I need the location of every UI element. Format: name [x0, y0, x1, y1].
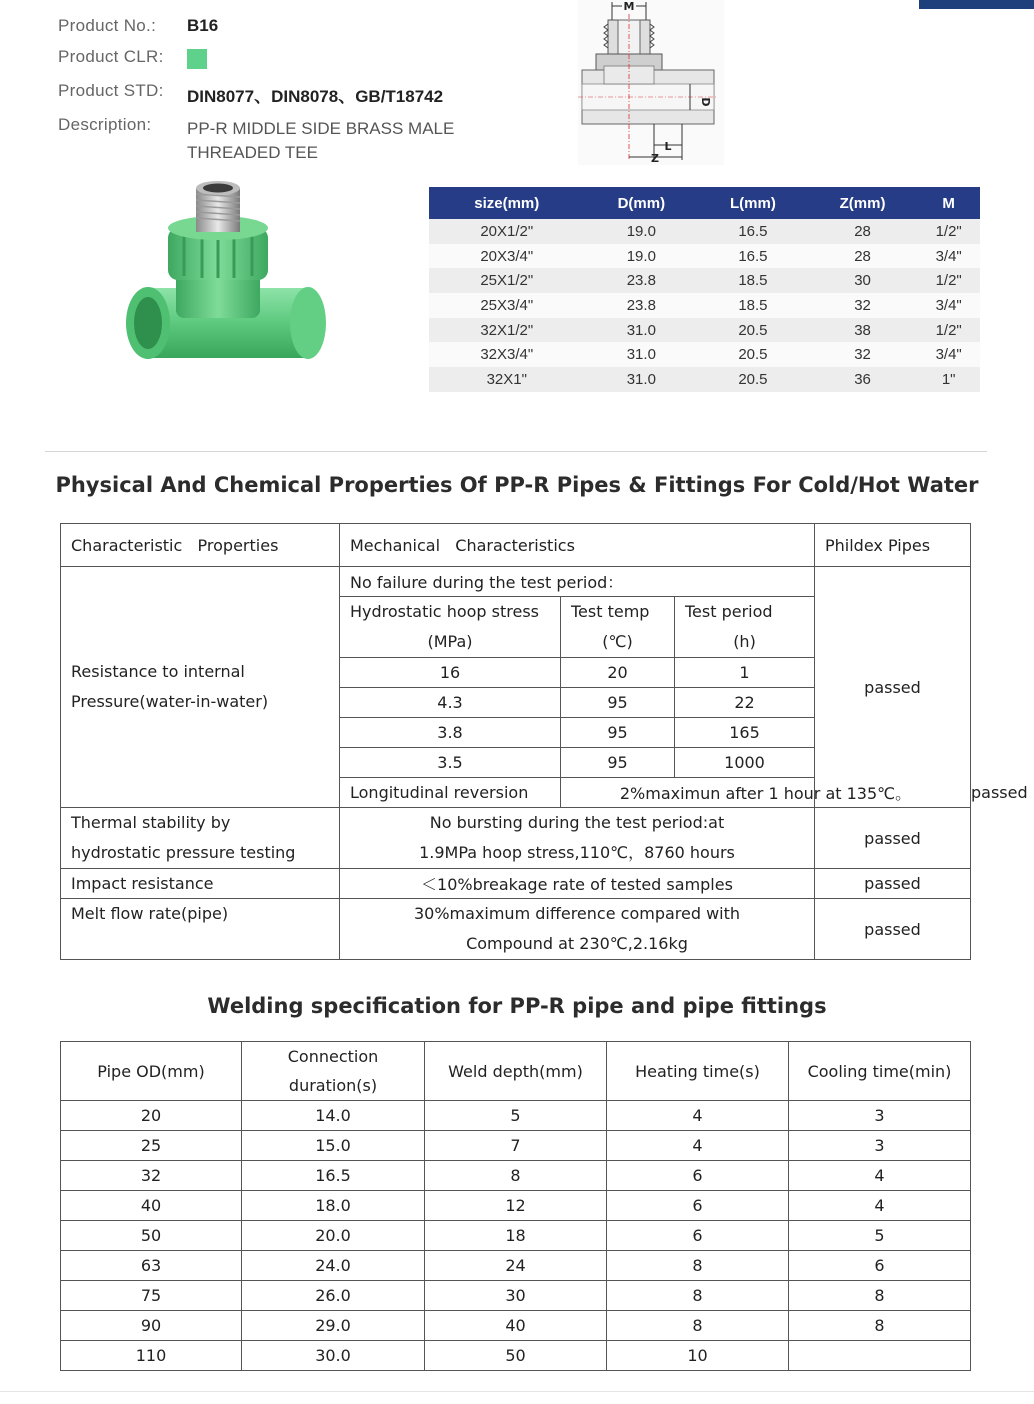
cooling-cell: 3: [789, 1101, 971, 1131]
pressure-intro-row: [61, 567, 971, 597]
heating-cell: 8: [607, 1251, 789, 1281]
welding-row: [61, 1341, 971, 1371]
thermal-name-line2: hydrostatic pressure testing: [71, 843, 296, 862]
welding-row: [61, 1161, 971, 1191]
cooling-cell: 8: [789, 1311, 971, 1341]
section-divider: [45, 451, 987, 452]
connection-cell: 24.0: [242, 1251, 425, 1281]
m-cell: 3/4": [917, 244, 980, 269]
melt-desc-line1: 30%maximum difference compared with: [413, 904, 741, 923]
m-cell: 1/2": [917, 268, 980, 293]
diagram-l-label: L: [664, 140, 672, 153]
pressure-property-name: [61, 567, 340, 808]
hoop-stress-value: 4.3: [340, 688, 561, 718]
subheader-test-period: [675, 597, 815, 658]
heating-cell: 4: [607, 1101, 789, 1131]
pipe-od-cell: 63: [61, 1251, 242, 1281]
weld-depth-cell: 8: [425, 1161, 607, 1191]
weld-depth-cell: 40: [425, 1311, 607, 1341]
test-period-line2: (h): [733, 632, 756, 651]
weld-depth-cell: 24: [425, 1251, 607, 1281]
test-temp-line1: Test temp: [571, 602, 650, 621]
m-cell: 1/2": [917, 318, 980, 343]
impact-desc: ＜10%breakage rate of tested samples: [340, 869, 815, 899]
m-cell: 3/4": [917, 293, 980, 318]
impact-result: passed: [815, 869, 971, 899]
m-cell: 1": [917, 367, 980, 392]
z-cell: 28: [808, 219, 918, 244]
weld-depth-cell: 30: [425, 1281, 607, 1311]
diagram-d-label: D: [699, 97, 712, 107]
thermal-name: [61, 808, 340, 869]
melt-desc: [340, 899, 815, 960]
d-cell: 23.8: [585, 293, 699, 318]
size-cell: 25X1/2": [429, 268, 585, 293]
melt-desc-line2: Compound at 230℃,2.16kg: [466, 934, 688, 953]
hoop-stress-value: 3.5: [340, 748, 561, 778]
test-period-value: 1000: [675, 748, 815, 778]
pipe-od-cell: 50: [61, 1221, 242, 1251]
pipe-od-cell: 40: [61, 1191, 242, 1221]
hoop-stress-line2: (MPa): [427, 632, 473, 651]
pipe-od-cell: 110: [61, 1341, 242, 1371]
heating-cell: 6: [607, 1161, 789, 1191]
welding-row: [61, 1101, 971, 1131]
size-table-row: [429, 367, 980, 392]
heating-cell: 4: [607, 1131, 789, 1161]
header-mechanical: Mechanical Characteristics: [340, 524, 815, 567]
test-temp-value: 20: [561, 658, 675, 688]
z-cell: 38: [808, 318, 918, 343]
size-table-row: [429, 342, 980, 367]
size-cell: 20X3/4": [429, 244, 585, 269]
size-table-row: [429, 219, 980, 244]
size-header-z: Z(mm): [808, 187, 918, 219]
size-header-l: L(mm): [698, 187, 808, 219]
pressure-result: passed: [815, 567, 971, 808]
z-cell: 32: [808, 293, 918, 318]
description-line-1: PP-R MIDDLE SIDE BRASS MALE: [187, 119, 455, 138]
connection-cell: 30.0: [242, 1341, 425, 1371]
pressure-name-line1: Resistance to internal: [71, 662, 245, 681]
size-cell: 32X1/2": [429, 318, 585, 343]
d-cell: 31.0: [585, 367, 699, 392]
test-temp-value: 95: [561, 688, 675, 718]
thermal-desc-line1: No bursting during the test period:at: [429, 813, 725, 832]
melt-name: Melt flow rate(pipe): [61, 899, 340, 960]
impact-row: [61, 869, 971, 899]
description-line-2: THREADED TEE: [187, 143, 318, 162]
pipe-od-cell: 25: [61, 1131, 242, 1161]
heating-cell: 6: [607, 1221, 789, 1251]
l-cell: 16.5: [698, 244, 808, 269]
thermal-name-line1: Thermal stability by: [71, 813, 231, 832]
size-table-row: [429, 293, 980, 318]
size-cell: 32X1": [429, 367, 585, 392]
longitudinal-desc: 2%maximun after 1 hour at 135℃。: [561, 778, 971, 808]
longitudinal-row: Longitudinal reversion 2%maximun after 1 hour at 135℃。 passed: [61, 778, 971, 808]
m-cell: 1/2": [917, 219, 980, 244]
size-table-row: [429, 244, 980, 269]
cooling-cell: 4: [789, 1161, 971, 1191]
header-connection-duration: [242, 1042, 425, 1101]
pipe-od-cell: 75: [61, 1281, 242, 1311]
top-accent-bar: [919, 0, 1034, 9]
connection-cell: 16.5: [242, 1161, 425, 1191]
size-header-d: D(mm): [585, 187, 699, 219]
product-no-value: B16: [187, 16, 219, 35]
properties-title: Physical And Chemical Properties Of PP-R Pipes & Fittings For Cold/Hot Water: [55, 473, 979, 497]
size-table-row: [429, 318, 980, 343]
test-period-value: 22: [675, 688, 815, 718]
header-cooling-time: Cooling time(min): [789, 1042, 971, 1101]
size-cell: 25X3/4": [429, 293, 585, 318]
l-cell: 20.5: [698, 342, 808, 367]
product-std-value: DIN8077、DIN8078、GB/T18742: [187, 87, 444, 106]
cooling-cell: 4: [789, 1191, 971, 1221]
melt-result: passed: [815, 899, 971, 960]
header-weld-depth: Weld depth(mm): [425, 1042, 607, 1101]
impact-name: Impact resistance: [61, 869, 340, 899]
connection-cell: 26.0: [242, 1281, 425, 1311]
d-cell: 19.0: [585, 244, 699, 269]
connection-cell: 18.0: [242, 1191, 425, 1221]
z-cell: 28: [808, 244, 918, 269]
l-cell: 18.5: [698, 268, 808, 293]
connection-line2: duration(s): [288, 1076, 378, 1095]
subheader-test-temp: [561, 597, 675, 658]
thermal-row: [61, 808, 971, 869]
cooling-cell: 6: [789, 1251, 971, 1281]
tee-fitting-image: [118, 178, 338, 368]
d-cell: 19.0: [585, 219, 699, 244]
welding-header-row: [61, 1042, 971, 1101]
size-table-header: [429, 187, 980, 219]
welding-row: [61, 1251, 971, 1281]
size-table: [429, 187, 980, 392]
pipe-od-cell: 32: [61, 1161, 242, 1191]
product-color-swatch: [187, 49, 207, 69]
hoop-stress-value: 3.8: [340, 718, 561, 748]
pipe-od-cell: 90: [61, 1311, 242, 1341]
longitudinal-name: Longitudinal reversion: [340, 778, 561, 808]
test-temp-value: 95: [561, 718, 675, 748]
weld-depth-cell: 50: [425, 1341, 607, 1371]
test-period-line1: Test period: [685, 602, 773, 621]
l-cell: 20.5: [698, 367, 808, 392]
connection-cell: 29.0: [242, 1311, 425, 1341]
welding-row: [61, 1131, 971, 1161]
properties-table: [60, 523, 1028, 960]
l-cell: 18.5: [698, 293, 808, 318]
hoop-stress-value: 16: [340, 658, 561, 688]
d-cell: 31.0: [585, 318, 699, 343]
weld-depth-cell: 18: [425, 1221, 607, 1251]
cooling-cell: 8: [789, 1281, 971, 1311]
heating-cell: 8: [607, 1311, 789, 1341]
d-cell: 31.0: [585, 342, 699, 367]
diagram-m-label: M: [623, 0, 635, 13]
description-label: Description:: [58, 115, 152, 134]
hoop-stress-line1: Hydrostatic hoop stress: [350, 602, 539, 621]
welding-row: [61, 1191, 971, 1221]
size-cell: 20X1/2": [429, 219, 585, 244]
product-std-label: Product STD:: [58, 81, 164, 100]
z-cell: 32: [808, 342, 918, 367]
diagram-z-label: Z: [651, 152, 659, 165]
footer-divider: [0, 1391, 1034, 1392]
thermal-result: passed: [815, 808, 971, 869]
z-cell: 36: [808, 367, 918, 392]
d-cell: 23.8: [585, 268, 699, 293]
weld-depth-cell: 7: [425, 1131, 607, 1161]
properties-header-row: [61, 524, 971, 567]
thermal-desc-line2: 1.9MPa hoop stress,110℃，8760 hours: [419, 843, 735, 862]
l-cell: 16.5: [698, 219, 808, 244]
connection-cell: 15.0: [242, 1131, 425, 1161]
cooling-cell: 3: [789, 1131, 971, 1161]
welding-table: [60, 1041, 971, 1371]
size-header-m: M: [917, 187, 980, 219]
header-characteristic: Characteristic Properties: [61, 524, 340, 567]
weld-depth-cell: 5: [425, 1101, 607, 1131]
pipe-od-cell: 20: [61, 1101, 242, 1131]
test-temp-value: 95: [561, 748, 675, 778]
test-period-value: 165: [675, 718, 815, 748]
welding-row: [61, 1311, 971, 1341]
size-cell: 32X3/4": [429, 342, 585, 367]
pressure-name-line2: Pressure(water-in-water): [71, 692, 269, 711]
subheader-hoop-stress: [340, 597, 561, 658]
welding-title: Welding specification for PP-R pipe and pipe fittings: [207, 994, 827, 1018]
test-temp-line2: (℃): [602, 632, 633, 651]
welding-row: [61, 1281, 971, 1311]
heating-cell: 8: [607, 1281, 789, 1311]
size-header-size: size(mm): [429, 187, 585, 219]
product-no-label: Product No.:: [58, 16, 157, 35]
cooling-cell: 5: [789, 1221, 971, 1251]
heating-cell: 10: [607, 1341, 789, 1371]
size-table-row: [429, 268, 980, 293]
thermal-desc: [340, 808, 815, 869]
test-period-value: 1: [675, 658, 815, 688]
z-cell: 30: [808, 268, 918, 293]
description-value: [187, 117, 454, 165]
header-pipe-od: Pipe OD(mm): [61, 1042, 242, 1101]
header-heating-time: Heating time(s): [607, 1042, 789, 1101]
welding-row: [61, 1221, 971, 1251]
heating-cell: 6: [607, 1191, 789, 1221]
connection-cell: 20.0: [242, 1221, 425, 1251]
tee-dimension-diagram: [578, 0, 724, 165]
cooling-cell: [789, 1341, 971, 1371]
header-phildex: Phildex Pipes: [815, 524, 971, 567]
product-clr-label: Product CLR:: [58, 47, 164, 66]
m-cell: 3/4": [917, 342, 980, 367]
l-cell: 20.5: [698, 318, 808, 343]
connection-line1: Connection: [287, 1047, 379, 1066]
melt-row: [61, 899, 971, 960]
connection-cell: 14.0: [242, 1101, 425, 1131]
pressure-intro: No failure during the test period：: [340, 567, 815, 597]
weld-depth-cell: 12: [425, 1191, 607, 1221]
